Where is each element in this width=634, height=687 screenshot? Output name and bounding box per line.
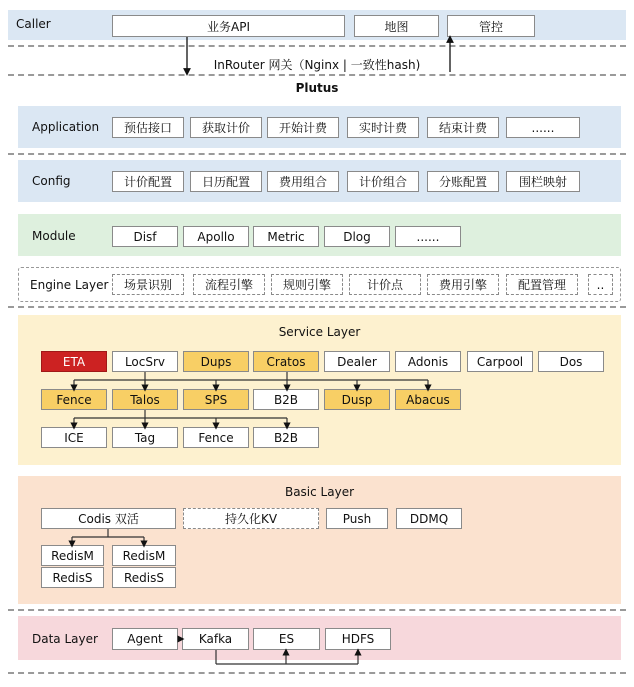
es-box[interactable]: ES <box>253 628 320 650</box>
codis-box[interactable]: Codis 双活 <box>41 508 176 529</box>
ddmq-box[interactable]: DDMQ <box>396 508 462 529</box>
service-box[interactable]: Tag <box>112 427 178 448</box>
agent-box[interactable]: Agent <box>112 628 178 650</box>
service-box[interactable]: Fence <box>41 389 107 410</box>
module-item[interactable]: ...... <box>395 226 461 247</box>
engine-item[interactable]: 流程引擎 <box>193 274 265 295</box>
divider <box>8 609 626 611</box>
engine-item[interactable]: .. <box>588 274 613 295</box>
config-label: Config <box>32 174 71 188</box>
engine-item[interactable]: 配置管理 <box>506 274 578 295</box>
engine-item[interactable]: 规则引擎 <box>271 274 343 295</box>
service-box[interactable]: Cratos <box>253 351 319 372</box>
engine-label: Engine Layer <box>30 278 109 292</box>
service-box[interactable]: Dealer <box>324 351 390 372</box>
service-box[interactable]: Abacus <box>395 389 461 410</box>
application-item[interactable]: ...... <box>506 117 580 138</box>
service-box[interactable]: Adonis <box>395 351 461 372</box>
application-item[interactable]: 预估接口 <box>112 117 184 138</box>
config-item[interactable]: 分账配置 <box>427 171 499 192</box>
caller-box-map[interactable]: 地图 <box>354 15 439 37</box>
basic-title: Basic Layer <box>284 485 355 499</box>
service-box[interactable]: Dusp <box>324 389 390 410</box>
persistent-kv-box[interactable]: 持久化KV <box>183 508 319 529</box>
caller-box-control[interactable]: 管控 <box>447 15 535 37</box>
kafka-box[interactable]: Kafka <box>182 628 249 650</box>
application-item[interactable]: 获取计价 <box>190 117 262 138</box>
application-label: Application <box>32 120 100 134</box>
redis-slave-box[interactable]: RedisS <box>112 567 176 588</box>
service-box[interactable]: Dos <box>538 351 604 372</box>
service-box[interactable]: ICE <box>41 427 107 448</box>
hdfs-box[interactable]: HDFS <box>325 628 391 650</box>
config-item[interactable]: 计价组合 <box>347 171 419 192</box>
service-box[interactable]: Carpool <box>467 351 533 372</box>
service-box[interactable]: B2B <box>253 389 319 410</box>
config-item[interactable]: 费用组合 <box>267 171 339 192</box>
divider <box>8 45 626 47</box>
redis-master-box[interactable]: RedisM <box>112 545 176 566</box>
service-box[interactable]: Dups <box>183 351 249 372</box>
engine-item[interactable]: 计价点 <box>349 274 421 295</box>
divider <box>8 306 626 308</box>
config-item[interactable]: 计价配置 <box>112 171 184 192</box>
engine-item[interactable]: 场景识别 <box>112 274 184 295</box>
divider <box>8 672 626 674</box>
application-item[interactable]: 结束计费 <box>427 117 499 138</box>
redis-slave-box[interactable]: RedisS <box>41 567 104 588</box>
service-title: Service Layer <box>278 325 361 339</box>
caller-box-api[interactable]: 业务API <box>112 15 345 37</box>
module-band <box>18 214 621 256</box>
engine-item[interactable]: 费用引擎 <box>427 274 499 295</box>
redis-master-box[interactable]: RedisM <box>41 545 104 566</box>
config-item[interactable]: 日历配置 <box>190 171 262 192</box>
service-box[interactable]: LocSrv <box>112 351 178 372</box>
service-box[interactable]: Talos <box>112 389 178 410</box>
application-item[interactable]: 开始计费 <box>267 117 339 138</box>
inrouter-gateway: InRouter 网关（Nginx | 一致性hash) <box>213 58 421 72</box>
module-item[interactable]: Apollo <box>183 226 249 247</box>
divider <box>8 74 626 76</box>
caller-label: Caller <box>16 17 51 31</box>
service-box[interactable]: Fence <box>183 427 249 448</box>
service-box[interactable]: SPS <box>183 389 249 410</box>
application-item[interactable]: 实时计费 <box>347 117 419 138</box>
data-label: Data Layer <box>32 632 98 646</box>
service-box[interactable]: ETA <box>41 351 107 372</box>
service-box[interactable]: B2B <box>253 427 319 448</box>
config-item[interactable]: 围栏映射 <box>506 171 580 192</box>
plutus-title: Plutus <box>295 81 339 95</box>
module-label: Module <box>32 229 76 243</box>
divider <box>8 153 626 155</box>
push-box[interactable]: Push <box>326 508 388 529</box>
module-item[interactable]: Dlog <box>324 226 390 247</box>
module-item[interactable]: Metric <box>253 226 319 247</box>
module-item[interactable]: Disf <box>112 226 178 247</box>
